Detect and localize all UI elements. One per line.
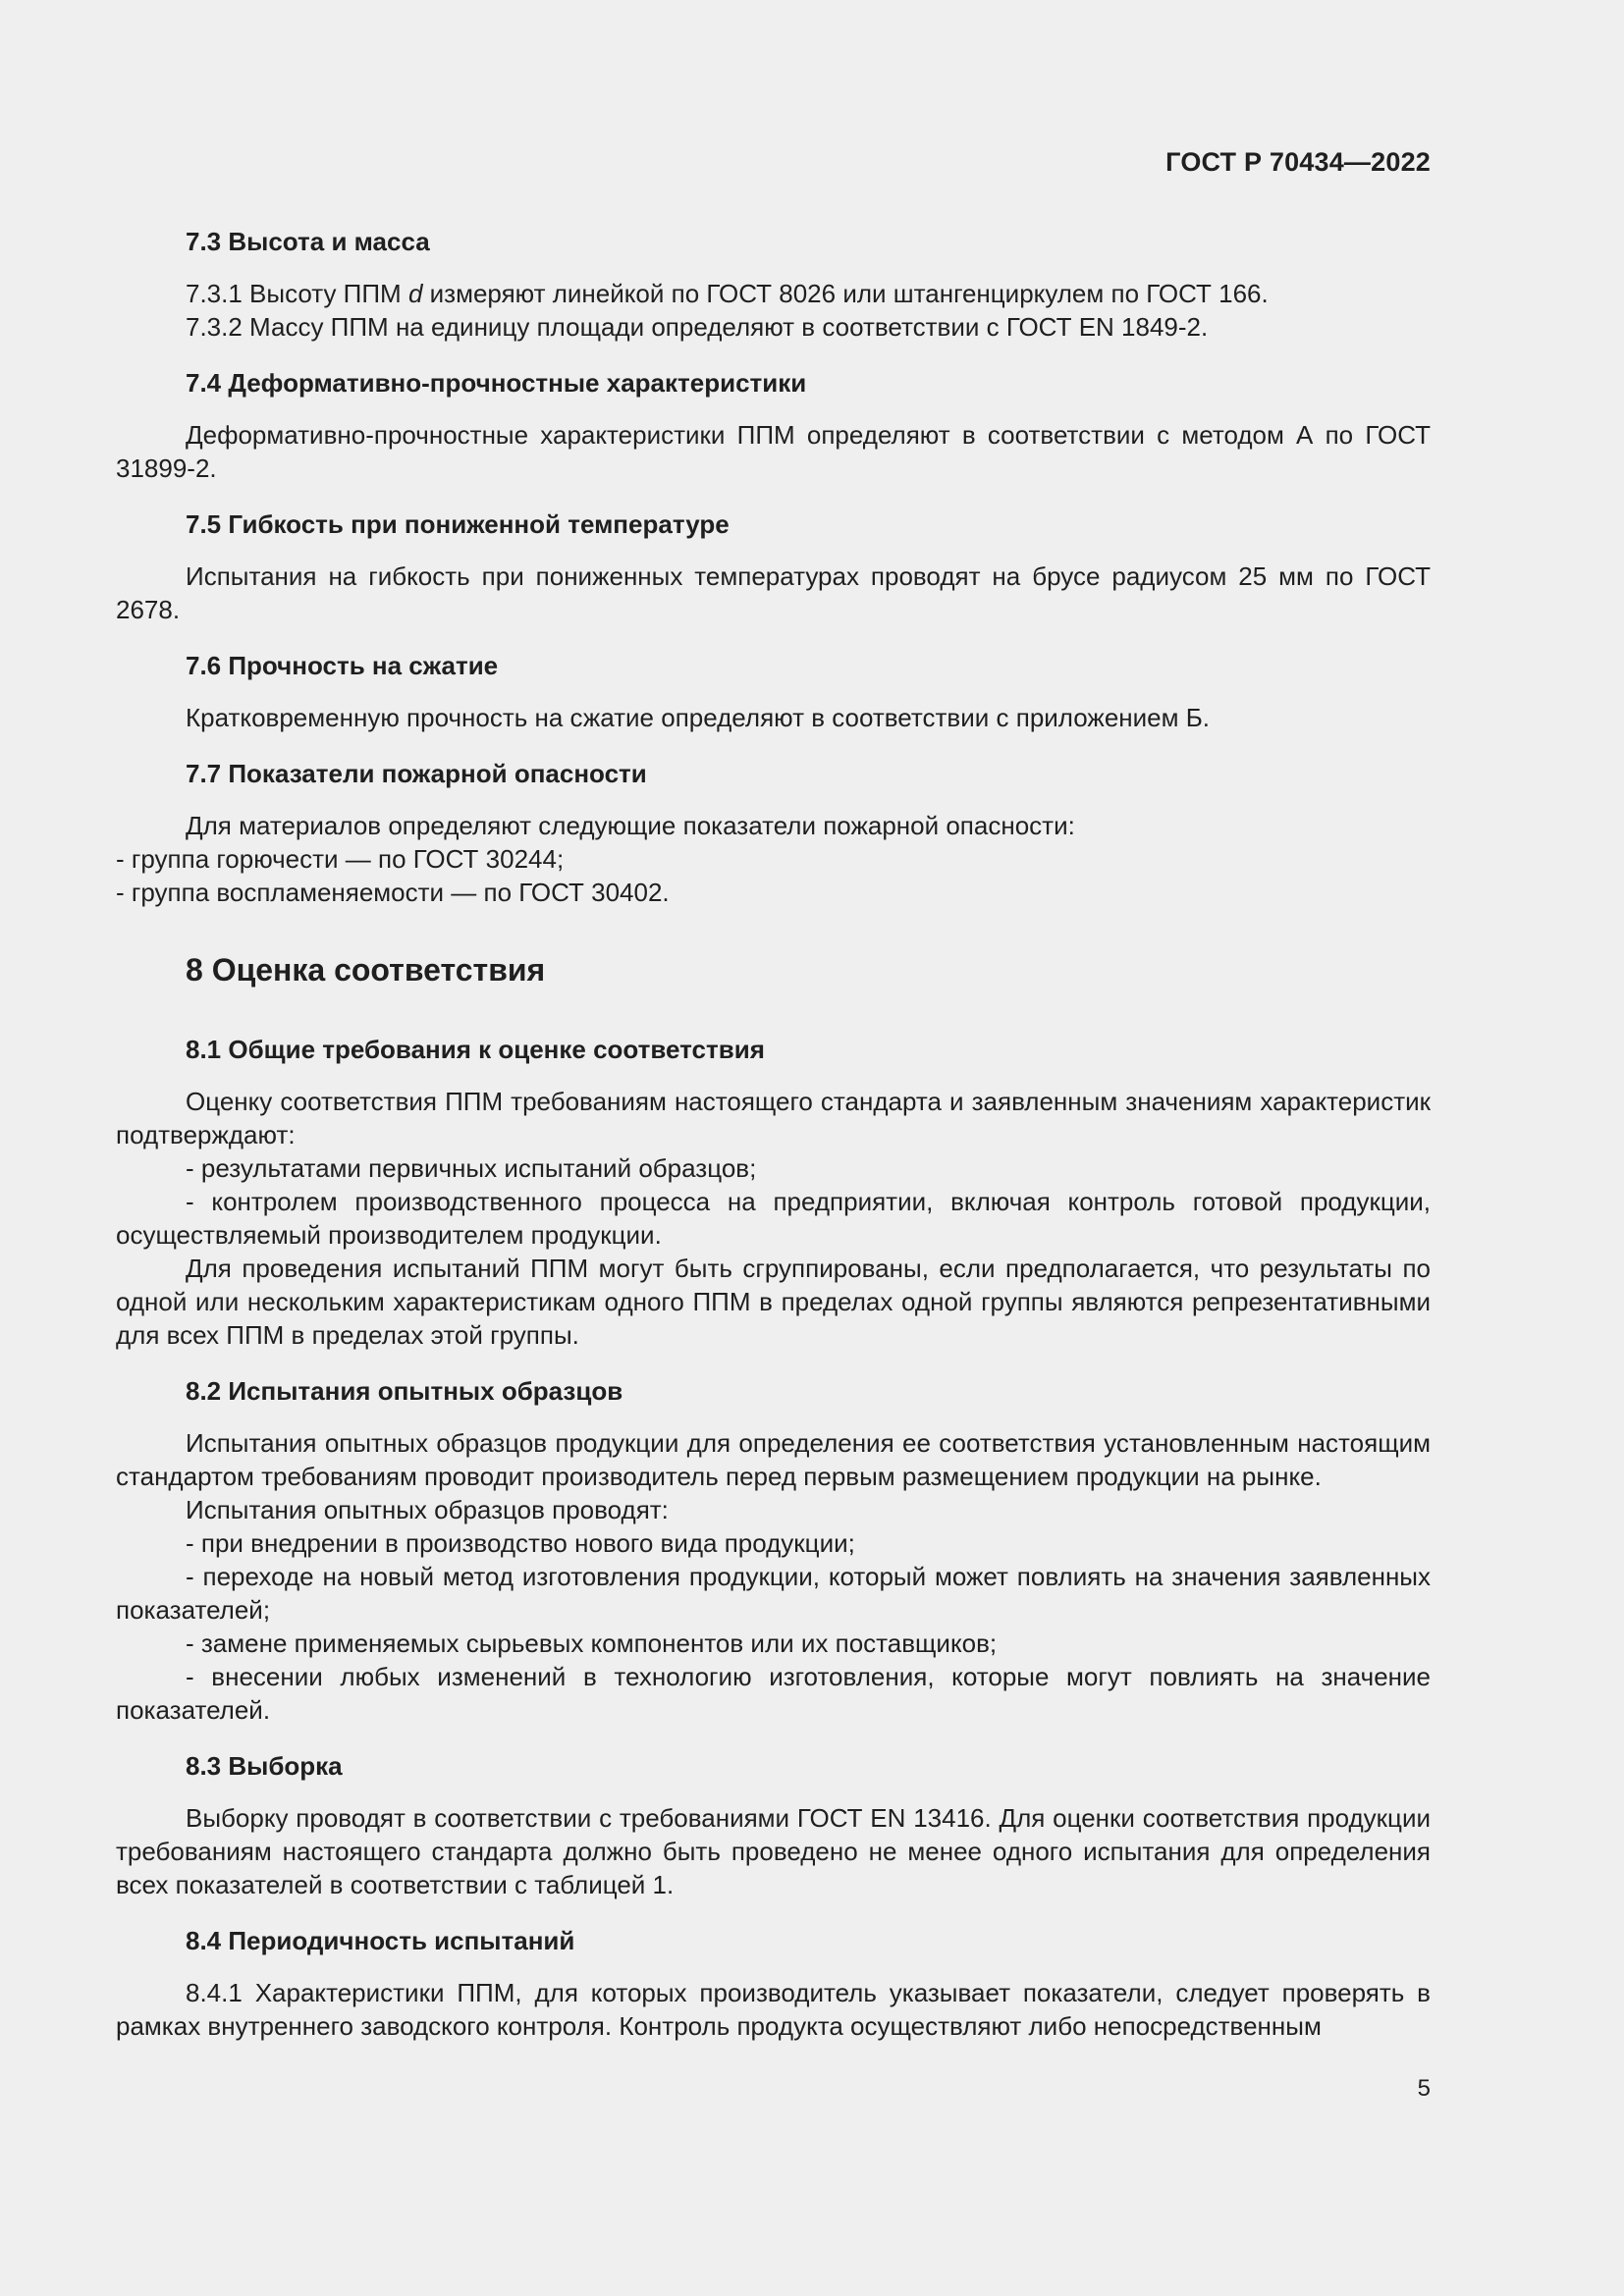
page-content bbox=[116, 225, 1431, 2043]
paragraph-8-1-2: Для проведения испытаний ППМ могут быть сгруппированы, если предполагается, что результаты по одной или нескольким характеристикам одного ППМ в пределах одной группы являются репрезентативными для всех ППМ в пределах этой группы. bbox=[116, 1254, 1431, 1350]
heading-7-5: 7.5 Гибкость при пониженной температуре bbox=[186, 509, 730, 539]
paragraph-7-6: Кратковременную прочность на сжатие определяют в соответствии с приложением Б. bbox=[186, 703, 1211, 732]
heading-7-6: 7.6 Прочность на сжатие bbox=[186, 651, 499, 680]
paragraph-7-7: Для материалов определяют следующие показатели пожарной опасности: bbox=[186, 811, 1075, 840]
heading-8: 8 Оценка соответствия bbox=[186, 952, 546, 988]
heading-7-4: 7.4 Деформативно-прочностные характеристики bbox=[186, 368, 807, 398]
list-item: - при внедрении в производство нового вида продукции; bbox=[186, 1528, 855, 1558]
paragraph-7-4: Деформативно-прочностные характеристики ППМ определяют в соответствии с методом А по ГОСТ 31899-2. bbox=[116, 420, 1431, 483]
list-item: - замене применяемых сырьевых компонентов или их поставщиков; bbox=[186, 1629, 998, 1658]
paragraph-8-3: Выборку проводят в соответствии с требованиями ГОСТ EN 13416. Для оценки соответствия продукции требованиям настоящего стандарта должно быть проведено не менее одного испытания для определения всех показателей в соответствии с таблицей 1. bbox=[116, 1803, 1431, 1899]
paragraph-8-2-1: Испытания опытных образцов продукции для определения ее соответствия установленным настоящим стандартом требованиям проводит производитель перед первым размещением продукции на рынке. bbox=[116, 1428, 1431, 1491]
page-number: 5 bbox=[1417, 2075, 1431, 2102]
variable-d: d bbox=[407, 279, 423, 308]
document-code: ГОСТ Р 70434—2022 bbox=[1165, 147, 1431, 177]
list-item: - контролем производственного процесса на предприятии, включая контроль готовой продукции, осуществляемый производителем продукции. bbox=[116, 1187, 1431, 1250]
text: измеряют линейкой по ГОСТ 8026 или штангенциркулем по ГОСТ 166. bbox=[422, 279, 1269, 308]
list-item: - внесении любых изменений в технологию изготовления, которые могут повлиять на значение показателей. bbox=[116, 1662, 1431, 1725]
list-item: - переходе на новый метод изготовления продукции, который может повлиять на значения заявленных показателей; bbox=[116, 1562, 1431, 1625]
paragraph-7-5: Испытания на гибкость при пониженных температурах проводят на брусе радиусом 25 мм по ГОСТ 2678. bbox=[116, 561, 1431, 624]
heading-7-7: 7.7 Показатели пожарной опасности bbox=[186, 759, 647, 788]
text: 7.3.1 Высоту ППМ bbox=[186, 279, 408, 308]
paragraph-8-4-1: 8.4.1 Характеристики ППМ, для которых производитель указывает показатели, следует проверять в рамках внутреннего заводского контроля. Контроль продукта осуществляют либо непосредственным bbox=[116, 1978, 1431, 2041]
heading-8-2: 8.2 Испытания опытных образцов bbox=[186, 1376, 623, 1406]
paragraph-7-3-1 bbox=[116, 277, 1431, 310]
list-item: - группа воспламеняемости — по ГОСТ 30402. bbox=[116, 878, 670, 907]
paragraph-7-3-2: 7.3.2 Массу ППМ на единицу площади определяют в соответствии с ГОСТ EN 1849-2. bbox=[186, 312, 1209, 342]
heading-8-1: 8.1 Общие требования к оценке соответствия bbox=[186, 1035, 765, 1064]
list-item: - результатами первичных испытаний образцов; bbox=[186, 1153, 757, 1183]
heading-7-3: 7.3 Высота и масса bbox=[186, 227, 430, 256]
list-item: - группа горючести — по ГОСТ 30244; bbox=[116, 844, 565, 874]
paragraph-8-1-1: Оценку соответствия ППМ требованиям настоящего стандарта и заявленным значениям характеристик подтверждают: bbox=[116, 1087, 1431, 1149]
heading-8-3: 8.3 Выборка bbox=[186, 1751, 343, 1781]
heading-8-4: 8.4 Периодичность испытаний bbox=[186, 1926, 575, 1955]
paragraph-8-2-2: Испытания опытных образцов проводят: bbox=[186, 1495, 669, 1524]
